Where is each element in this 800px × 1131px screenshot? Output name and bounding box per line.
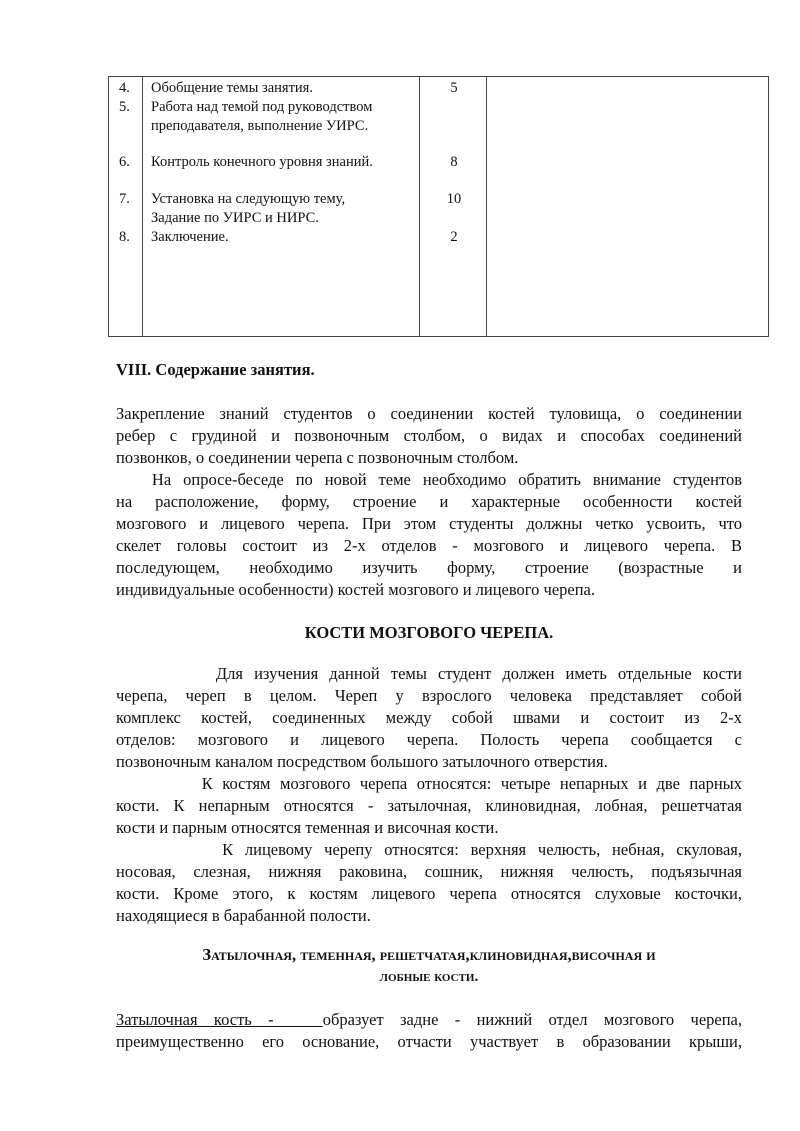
text-line: Для изучения данной темы студент должен иметь отдельные кости bbox=[116, 664, 742, 683]
text-line: ребер с грудиной и позвоночным столбом, о видах и способах соединений bbox=[116, 426, 742, 445]
text-line: комплекс костей, соединенных между собой швами и состоит из 2-х bbox=[116, 708, 742, 727]
text-line: позвонков, о соединении черепа с позвоночным столбом. bbox=[116, 448, 519, 467]
row-text: Заключение. bbox=[151, 229, 229, 245]
text-line: На опросе-беседе по новой теме необходимо обратить внимание студентов bbox=[116, 470, 742, 489]
row-text: Контроль конечного уровня знаний. bbox=[151, 154, 373, 170]
row-text: Задание по УИРС и НИРС. bbox=[151, 210, 319, 226]
text-line: скелет головы состоит из 2-х отделов - мозгового и лицевого черепа. В bbox=[116, 536, 742, 555]
row-text: Установка на следующую тему, bbox=[151, 191, 346, 207]
heading-bone-types bbox=[116, 943, 742, 989]
text-line: позвоночным каналом посредством большого затылочного отверстия. bbox=[116, 752, 608, 771]
text-line: кости. К непарным относятся - затылочная, клиновидная, лобная, решетчатая bbox=[116, 796, 742, 815]
text-line bbox=[116, 1009, 742, 1031]
row-text: Работа над темой под руководством bbox=[151, 99, 373, 115]
section-heading: VIII. Содержание занятия. bbox=[116, 360, 315, 379]
text-line: носовая, слезная, нижняя раковина, сошник, нижняя челюсть, подъязычная bbox=[116, 862, 742, 881]
row-time: 5 bbox=[450, 80, 458, 96]
text-line: находящиеся в барабанной полости. bbox=[116, 906, 371, 925]
text-line: К костям мозгового черепа относятся: четыре непарных и две парных bbox=[116, 774, 742, 793]
text-line: последующем, необходимо изучить форму, строение (возрастные и bbox=[116, 558, 742, 577]
text-line: преимущественно его основание, отчасти участвует в образовании крыши, bbox=[116, 1032, 742, 1051]
row-number: 8. bbox=[119, 229, 130, 245]
intro-paragraph-2 bbox=[116, 469, 742, 601]
text-line: черепа, череп в целом. Череп у взрослого человека представляет собой bbox=[116, 686, 742, 705]
text-line: на расположение, форму, строение и характерные особенности костей bbox=[116, 492, 742, 511]
heading-line: Затылочная, теменная, решетчатая,клиновидная,височная и bbox=[202, 945, 656, 964]
occipital-line-rest: образует задне - нижний отдел мозгового черепа, bbox=[322, 1010, 742, 1029]
heading-bones: КОСТИ МОЗГОВОГО ЧЕРЕПА. bbox=[304, 623, 554, 642]
text-line: индивидуальные особенности) костей мозгового и лицевого черепа. bbox=[116, 580, 595, 599]
row-text: преподавателя, выполнение УИРС. bbox=[151, 118, 369, 134]
occipital-paragraph bbox=[116, 1009, 742, 1053]
row-number: 5. bbox=[119, 99, 130, 115]
bones-paragraph-2 bbox=[116, 773, 742, 839]
row-time: 10 bbox=[446, 191, 462, 207]
lesson-plan-table bbox=[108, 76, 769, 337]
text-line: отделов: мозгового и лицевого черепа. Полость черепа сообщается с bbox=[116, 730, 742, 749]
row-number: 7. bbox=[119, 191, 130, 207]
occipital-term: Затылочная кость - bbox=[116, 1010, 323, 1029]
row-number: 6. bbox=[119, 154, 130, 170]
row-text: Обобщение темы занятия. bbox=[151, 80, 313, 96]
text-line: К лицевому черепу относятся: верхняя челюсть, небная, скуловая, bbox=[116, 840, 742, 859]
row-time: 2 bbox=[450, 229, 458, 245]
text-line: мозгового и лицевого черепа. При этом студенты должны четко усвоить, что bbox=[116, 514, 742, 533]
table-divider bbox=[142, 77, 143, 336]
text-line: кости и парным относятся теменная и височная кости. bbox=[116, 818, 499, 837]
bones-paragraph-3 bbox=[116, 839, 742, 927]
bones-paragraph-1 bbox=[116, 663, 742, 773]
text-line: кости. Кроме этого, к костям лицевого черепа относятся слуховые косточки, bbox=[116, 884, 742, 903]
row-time: 8 bbox=[450, 154, 458, 170]
heading-line: лобные кости. bbox=[379, 969, 479, 985]
intro-paragraph-1 bbox=[116, 403, 742, 469]
row-number: 4. bbox=[119, 80, 130, 96]
text-line: Закрепление знаний студентов о соединении костей туловища, о соединении bbox=[116, 404, 742, 423]
